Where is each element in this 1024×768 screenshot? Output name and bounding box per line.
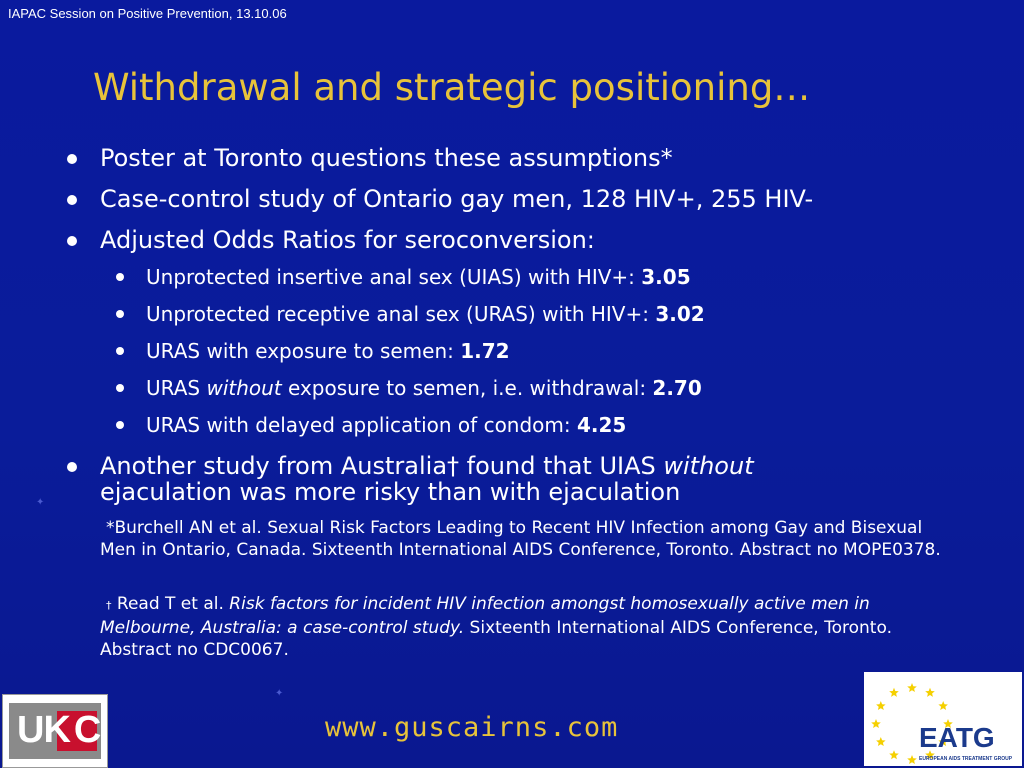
sub-bullet-item bbox=[146, 265, 691, 289]
bullet-dot-icon bbox=[67, 462, 77, 472]
bullet-item bbox=[100, 453, 900, 505]
eu-star-icon bbox=[876, 737, 886, 746]
reference-text: Sixteenth International AIDS Conference, Toronto. Abstract no CDC0067. bbox=[100, 618, 892, 660]
eu-star-icon bbox=[907, 755, 917, 764]
sub-bullet-item bbox=[146, 302, 705, 326]
slide-title: Withdrawal and strategic positioning… bbox=[93, 66, 811, 109]
odds-ratio-value: 1.72 bbox=[460, 339, 510, 363]
sub-bullet-label: URAS with delayed application of condom: bbox=[146, 413, 577, 437]
bullet-item bbox=[100, 227, 900, 253]
stray-star-icon: ✦ bbox=[36, 497, 45, 508]
bullet-dot-icon bbox=[67, 236, 77, 246]
eu-star-icon bbox=[907, 683, 917, 692]
eatg-logo-text: EATG bbox=[919, 722, 995, 753]
ukc-logo-c: C bbox=[73, 709, 101, 751]
sub-bullet-dot-icon bbox=[116, 347, 124, 355]
reference-title: Risk factors for incident HIV infection amongst homosexually active men in Melbourne, Australia: a case-control study. bbox=[100, 594, 870, 638]
ukc-logo-text bbox=[17, 709, 100, 752]
bullet-text: Poster at Toronto questions these assumptions* bbox=[100, 144, 673, 172]
odds-ratio-value: 3.05 bbox=[641, 265, 691, 289]
odds-ratio-value: 2.70 bbox=[652, 376, 702, 400]
sub-bullet-item bbox=[146, 413, 626, 437]
sub-bullet-label: URAS bbox=[146, 376, 207, 400]
sub-bullet-label: Unprotected insertive anal sex (UIAS) with HIV+: bbox=[146, 265, 642, 289]
bullet-item bbox=[100, 145, 900, 171]
reference-text: Read T et al. bbox=[111, 594, 230, 614]
ukc-logo bbox=[2, 694, 108, 768]
bullet-dot-icon bbox=[67, 154, 77, 164]
bullet-text: Adjusted Odds Ratios for seroconversion: bbox=[100, 226, 595, 254]
ukc-logo-panel bbox=[9, 703, 101, 759]
sub-bullet-label: URAS with exposure to semen: bbox=[146, 339, 461, 363]
stray-star-icon: ✦ bbox=[275, 688, 284, 699]
eu-star-icon bbox=[871, 719, 881, 728]
bullet-item bbox=[100, 186, 900, 212]
reference-read bbox=[100, 593, 950, 661]
eatg-logo bbox=[864, 672, 1022, 766]
eatg-logo-subtitle: EUROPEAN AIDS TREATMENT GROUP bbox=[919, 756, 1013, 762]
header-note: IAPAC Session on Positive Prevention, 13.10.06 bbox=[8, 6, 287, 21]
dagger-mark: † bbox=[106, 599, 112, 612]
sub-bullet-dot-icon bbox=[116, 421, 124, 429]
sub-bullet-label: exposure to semen, i.e. withdrawal: bbox=[281, 376, 653, 400]
bullet-dot-icon bbox=[67, 195, 77, 205]
bullet-text: Another study from Australia† found that UIAS bbox=[100, 452, 664, 480]
eu-star-icon bbox=[938, 701, 948, 710]
sub-bullet-item bbox=[146, 339, 510, 363]
eu-star-icon bbox=[889, 750, 899, 759]
reference-burchell: *Burchell AN et al. Sexual Risk Factors Leading to Recent HIV Infection among Gay and Bisexual Men in Ontario, Canada. Sixteenth International AIDS Conference, Toronto. Abstract no MOPE0378. bbox=[100, 518, 941, 560]
emphasis-text: without bbox=[663, 452, 754, 480]
footer-url: www.guscairns.com bbox=[325, 712, 619, 743]
sub-bullet-dot-icon bbox=[116, 310, 124, 318]
odds-ratio-value: 3.02 bbox=[655, 302, 705, 326]
bullet-text: Case-control study of Ontario gay men, 128 HIV+, 255 HIV- bbox=[100, 185, 814, 213]
eu-star-icon bbox=[925, 688, 935, 697]
eu-star-icon bbox=[889, 688, 899, 697]
emphasis-text: without bbox=[206, 376, 282, 400]
sub-bullet-label: Unprotected receptive anal sex (URAS) with HIV+: bbox=[146, 302, 656, 326]
sub-bullet-dot-icon bbox=[116, 273, 124, 281]
eu-star-icon bbox=[876, 701, 886, 710]
odds-ratio-value: 4.25 bbox=[577, 413, 627, 437]
sub-bullet-dot-icon bbox=[116, 384, 124, 392]
ukc-logo-letters: UK bbox=[17, 709, 70, 751]
bullet-text: ejaculation was more risky than with ejaculation bbox=[100, 478, 681, 506]
sub-bullet-item bbox=[146, 376, 702, 400]
